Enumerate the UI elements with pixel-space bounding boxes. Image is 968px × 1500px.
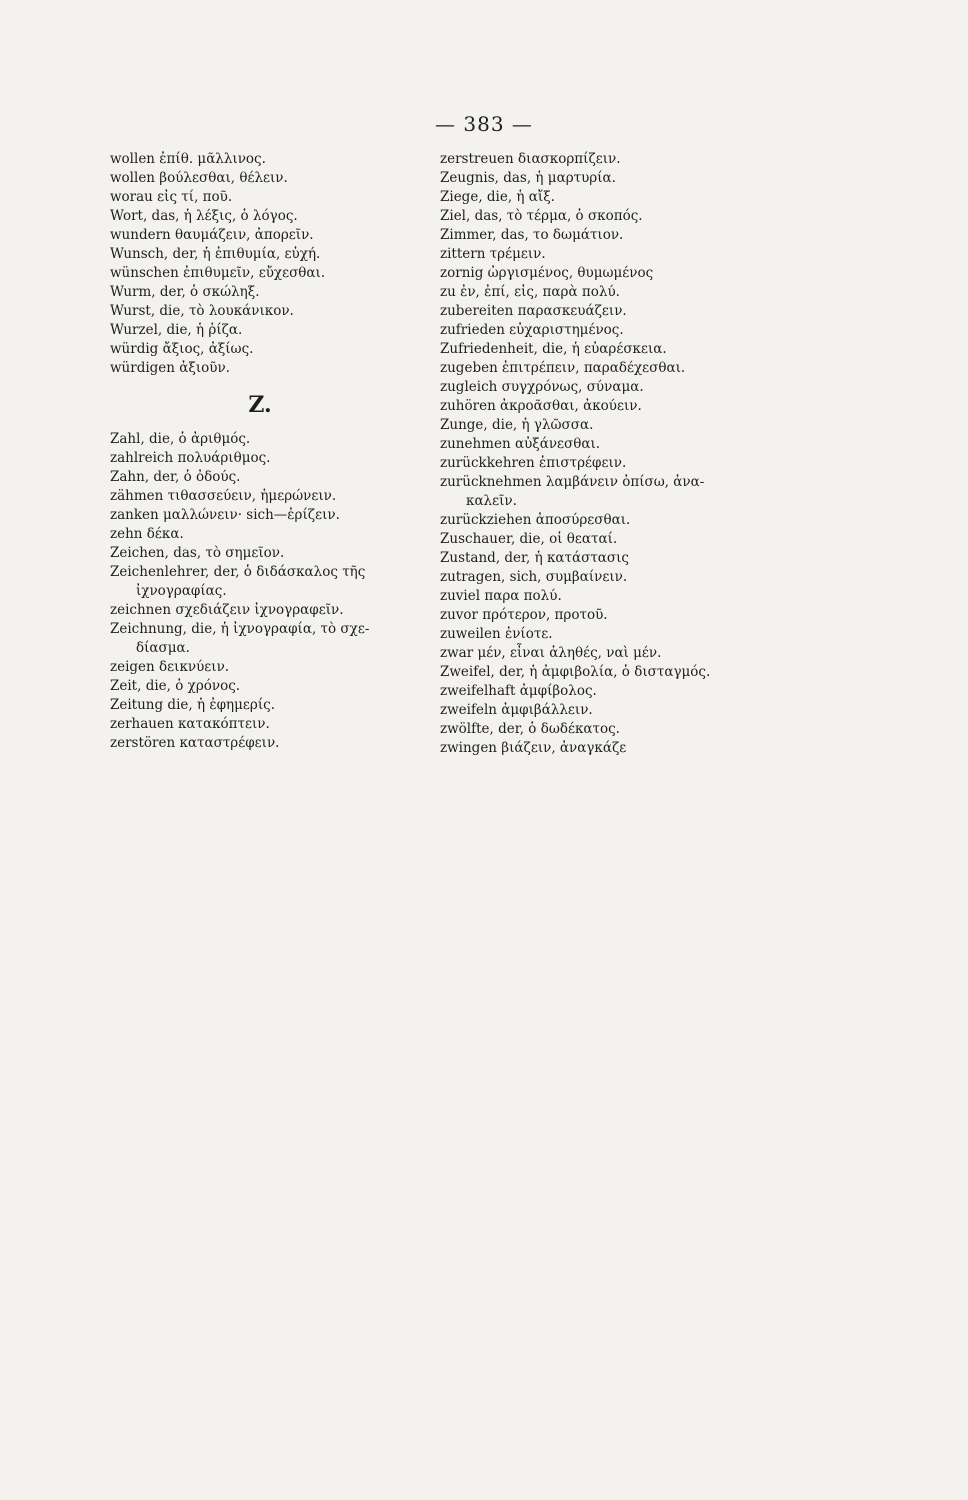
dictionary-entry: zehn δέκα. [110,526,184,542]
dictionary-entry: zugeben ἐπιτρέπειν, παραδέχεσθαι. [440,360,686,376]
dictionary-entry: zunehmen αὐξάνεσθαι. [440,436,601,452]
dictionary-entry: Wort, das, ἡ λέξις, ὁ λόγος. [110,208,298,224]
dictionary-entry: zurückziehen ἀποσύρεσθαι. [440,512,631,528]
dictionary-entry: wollen ἐπίθ. μᾶλλινος. [110,151,266,167]
dictionary-entry: zeichnen σχεδιάζειν ἰχνογραφεῖν. [110,602,344,618]
dictionary-entry: Zufriedenheit, die, ἡ εὐαρέσκεια. [440,341,667,357]
dictionary-entry: Zweifel, der, ἡ ἀμφιβολία, ὁ δισταγμός. [440,664,711,680]
dictionary-entry: zweifeln ἀμφιβάλλειν. [440,702,593,718]
dictionary-entry: Zeichenlehrer, der, ὁ διδάσκαλος τῆς [110,564,366,580]
dictionary-entry: zähmen τιθασσεύειν, ἡμερώνειν. [110,488,337,504]
dictionary-entry: wünschen ἐπιθυμεῖν, εὔχεσθαι. [110,265,326,281]
dictionary-entry: Zeichnung, die, ἡ ἰχνογραφία, τὸ σχε- [110,621,370,637]
right-column [440,150,760,758]
dictionary-entry: zornig ὠργισμένος, θυμωμένος [440,265,654,281]
left-column [110,150,400,753]
dictionary-entry: zahlreich πολυάριθμος. [110,450,271,466]
page-number: — 383 — [435,112,533,136]
dictionary-entry: zeigen δεικνύειν. [110,659,230,675]
dictionary-entry: zerstreuen διασκορπίζειν. [440,151,621,167]
dictionary-entry: Zahn, der, ὁ ὀδούς. [110,469,241,485]
dictionary-entry: zuhören ἀκροᾶσθαι, ἀκούειν. [440,398,642,414]
dictionary-entry-continuation: καλεῖν. [466,493,517,509]
dictionary-entry-continuation: ἰχνογραφίας. [136,583,227,599]
dictionary-entry: zuvor πρότερον, προτοῦ. [440,607,608,623]
dictionary-entry: zurückkehren ἐπιστρέφειν. [440,455,627,471]
dictionary-entry: Zahl, die, ὁ ἀριθμός. [110,431,251,447]
dictionary-entry: Zuschauer, die, οἱ θεαταί. [440,531,618,547]
dictionary-entry: zufrieden εὐχαριστημένος. [440,322,624,338]
dictionary-entry: zutragen, sich, συμβαίνειν. [440,569,628,585]
dictionary-entry: worau εἰς τί, ποῦ. [110,189,233,205]
dictionary-entry: Ziel, das, τὸ τέρμα, ὁ σκοπός. [440,208,643,224]
dictionary-entry: zu ἐν, ἐπί, εἰς, παρὰ πολύ. [440,284,620,300]
dictionary-entry: wundern θαυμάζειν, ἀπορεῖν. [110,227,314,243]
dictionary-entry: Zeitung die, ἡ ἐφημερίς. [110,697,275,713]
dictionary-entry: zugleich συγχρόνως, σύναμα. [440,379,644,395]
dictionary-entry: Zunge, die, ἡ γλῶσσα. [440,417,594,433]
dictionary-entry: Wurm, der, ὁ σκώληξ. [110,284,260,300]
dictionary-entry: würdig ἄξιος, ἀξίως. [110,341,254,357]
dictionary-entry: zanken μαλλώνειν· sich—ἐρίζειν. [110,507,340,523]
dictionary-entry: zwölfte, der, ὁ δωδέκατος. [440,721,620,737]
dictionary-entry-continuation: δίασμα. [136,640,190,656]
dictionary-entry: zwingen βιάζειν, ἀναγκάζε [440,740,627,756]
dictionary-entry: zerhauen κατακόπτειν. [110,716,270,732]
section-letter: Z. [248,392,272,418]
dictionary-entry: Zustand, der, ἡ κατάστασις [440,550,629,566]
dictionary-entry: wollen βούλεσθαι, θέλειν. [110,170,288,186]
dictionary-entry: Wunsch, der, ἡ ἐπιθυμία, εὐχή. [110,246,321,262]
dictionary-entry: Zeichen, das, τὸ σημεῖον. [110,545,285,561]
dictionary-entry: zerstören καταστρέφειν. [110,735,280,751]
dictionary-entry: zurücknehmen λαμβάνειν ὀπίσω, ἀνα- [440,474,705,490]
dictionary-entry: Zeit, die, ὁ χρόνος. [110,678,241,694]
dictionary-entry: Wurzel, die, ἡ ῥίζα. [110,322,243,338]
dictionary-entry: Wurst, die, τὸ λουκάνικον. [110,303,294,319]
dictionary-entry: zubereiten παρασκευάζειν. [440,303,627,319]
dictionary-entry: Ziege, die, ἡ αἴξ. [440,189,555,205]
dictionary-entry: zuviel παρα πολύ. [440,588,562,604]
dictionary-entry: zittern τρέμειν. [440,246,546,262]
dictionary-entry: würdigen ἀξιοῦν. [110,360,230,376]
dictionary-entry: Zeugnis, das, ἡ μαρτυρία. [440,170,616,186]
dictionary-entry: Zimmer, das, το δωμάτιον. [440,227,624,243]
dictionary-entry: zweifelhaft ἀμφίβολος. [440,683,597,699]
dictionary-entry: zuweilen ἐνίοτε. [440,626,553,642]
dictionary-entry: zwar μέν, εἶναι ἀληθές, ναὶ μέν. [440,645,662,661]
